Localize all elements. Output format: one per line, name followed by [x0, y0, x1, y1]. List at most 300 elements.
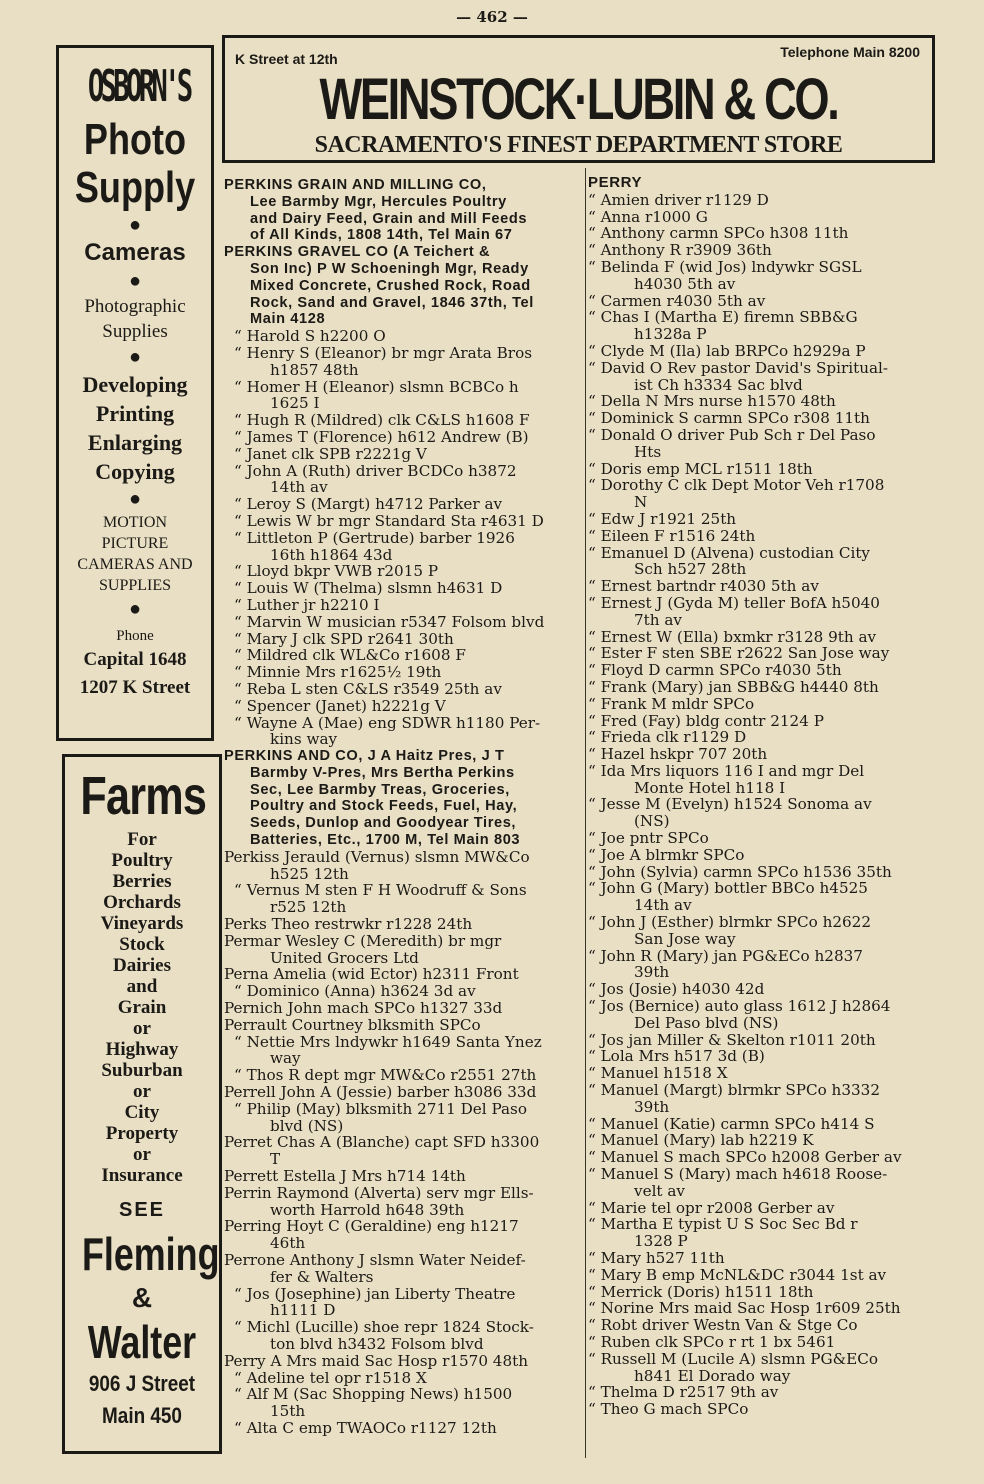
directory-entry	[588, 864, 953, 881]
entry-line: “ Nettie Mrs lndywkr h1649 Santa Ynez	[234, 1033, 542, 1051]
directory-entry	[588, 981, 953, 998]
directory-entry	[588, 746, 953, 763]
directory-entry	[224, 244, 585, 328]
entry-line: “ Anna r1000 G	[588, 208, 708, 226]
entry-line: blvd (NS)	[270, 1117, 344, 1135]
directory-entry	[224, 1168, 585, 1185]
directory-entry	[588, 410, 953, 427]
ad-farms-line: Vineyards	[100, 913, 184, 934]
directory-entry	[588, 528, 953, 545]
directory-entry	[224, 513, 585, 530]
entry-line: “ Michl (Lucille) shoe repr 1824 Stock-	[234, 1319, 534, 1336]
entry-line: “ Robt driver Westn Van & Stge Co	[588, 1317, 858, 1334]
directory-entry	[224, 1084, 585, 1101]
directory-entry	[588, 729, 953, 746]
ad-farms-line: Suburban	[101, 1060, 183, 1081]
directory-entry	[588, 679, 953, 696]
entry-line: “ Mary J clk SPD r2641 30th	[234, 630, 454, 648]
directory-entry	[588, 1032, 953, 1049]
ad-farms-line: Orchards	[103, 892, 181, 913]
entry-line: “ John A (Ruth) driver BCDCo h3872	[234, 462, 517, 480]
entry-line: Perry A Mrs maid Sac Hosp r1570 48th	[224, 1352, 529, 1370]
entry-line: PERKINS AND CO, J A Haitz Pres, J T	[224, 748, 505, 765]
ad-farms-line: or	[133, 1018, 151, 1039]
ad-header-tagline: SACRAMENTO'S FINEST DEPARTMENT STORE	[314, 132, 843, 158]
entry-line: “ Ida Mrs liquors 116 I and mgr Del	[588, 762, 865, 780]
ad-header-store-name: WEINSTOCK·LUBIN & CO.	[319, 67, 838, 132]
directory-entry	[224, 530, 585, 564]
bullet-icon: ●	[128, 346, 142, 368]
entry-line: way	[270, 1050, 301, 1068]
entry-line: “ Henry S (Eleanor) br mgr Arata Bros	[234, 344, 533, 362]
entry-line: “ Minnie Mrs r1625½ 19th	[234, 664, 442, 681]
directory-entry	[588, 796, 953, 830]
column-divider	[585, 168, 586, 1458]
entry-line: “ John J (Esther) blrmkr SPCo h2622	[588, 914, 872, 931]
entry-line: “ Lola Mrs h517 3d (B)	[588, 1048, 765, 1066]
directory-entry	[224, 1000, 585, 1017]
entry-line: of All Kinds, 1808 14th, Tel Main 67	[250, 227, 513, 244]
ad-header-telephone: Telephone Main 8200	[780, 44, 920, 60]
directory-entry	[588, 847, 953, 864]
directory-entry	[588, 309, 953, 343]
entry-line: Rock, Sand and Gravel, 1846 37th, Tel	[250, 294, 534, 311]
directory-entry	[588, 545, 953, 579]
entry-line: “ Dominico (Anna) h3624 3d av	[234, 983, 476, 1001]
ad-osborn-motion: MOTION	[103, 514, 167, 531]
entry-line: “ Thos R dept mgr MW&Co r2551 27th	[234, 1067, 537, 1085]
directory-entry	[588, 662, 953, 679]
entry-line: Perrin Raymond (Alverta) serv mgr Ells-	[224, 1184, 534, 1202]
entry-line: Hts	[634, 443, 662, 461]
directory-entry	[588, 1334, 953, 1351]
entry-line: “ Manuel S mach SPCo h2008 Gerber av	[588, 1149, 902, 1167]
directory-entry	[588, 477, 953, 511]
entry-line: “ Hazel hskpr 707 20th	[588, 746, 768, 763]
entry-line: “ Dominick S carmn SPCo r308 11th	[588, 410, 870, 427]
entry-line: velt av	[634, 1182, 685, 1200]
directory-entry	[588, 1317, 953, 1334]
directory-entry	[588, 343, 953, 360]
entry-line: “ Manuel (Mary) lab h2219 K	[588, 1132, 814, 1150]
ad-farms-lines	[65, 829, 219, 1186]
entry-line: r525 12th	[270, 899, 347, 917]
ad-osborn-phone: Capital 1648	[83, 649, 187, 670]
entry-line: “ Wayne A (Mae) eng SDWR h1180 Per-	[234, 714, 541, 732]
entry-line: T	[270, 1151, 281, 1169]
entry-line: Perring Hoyt C (Geraldine) eng h1217	[224, 1218, 519, 1236]
directory-entry	[588, 914, 953, 948]
entry-line: “ Manuel (Katie) carmn SPCo h414 S	[588, 1115, 875, 1133]
entry-line: ist Ch h3334 Sac blvd	[634, 376, 803, 394]
entry-line: “ Joe pntr SPCo	[588, 830, 709, 847]
entry-line: “ Alta C emp TWAOCo r1127 12th	[234, 1419, 497, 1437]
entry-line: N	[634, 494, 648, 511]
directory-entry	[588, 393, 953, 410]
directory-entry	[588, 360, 953, 394]
entry-line: “ Emanuel D (Alvena) custodian City	[588, 544, 871, 562]
entry-line: Perrault Courtney blksmith SPCo	[224, 1016, 481, 1034]
ad-osborn-copying: Copying	[95, 459, 175, 484]
directory-entry	[224, 1101, 585, 1135]
entry-line: “ James T (Florence) h612 Andrew (B)	[234, 428, 529, 446]
directory-entry	[224, 614, 585, 631]
entry-line: “ Anthony R r3909 36th	[588, 242, 772, 259]
entry-line: “ Ernest J (Gyda M) teller BofA h5040	[588, 594, 880, 612]
directory-entry	[588, 1401, 953, 1418]
entry-line: “ Mildred clk WL&Co r1608 F	[234, 647, 466, 665]
directory-entry	[224, 849, 585, 883]
directory-entry	[588, 259, 953, 293]
directory-entry	[224, 1185, 585, 1219]
entry-line: “ Donald O driver Pub Sch r Del Paso	[588, 426, 876, 444]
entry-line: “ Eileen F r1516 24th	[588, 527, 756, 545]
ad-farms-line: or	[133, 1144, 151, 1165]
entry-line: (NS)	[634, 813, 670, 831]
entry-line: “ Della N Mrs nurse h1570 48th	[588, 393, 836, 411]
entry-line: 39th	[634, 964, 670, 982]
entry-line: “ Anthony carmn SPCo h308 11th	[588, 225, 849, 243]
entry-line: Batteries, Etc., 1700 M, Tel Main 803	[250, 832, 521, 849]
directory-entry	[224, 1017, 585, 1034]
ad-osborn-address: 1207 K Street	[79, 677, 191, 698]
entry-line: “ Manuel h1518 X	[588, 1065, 728, 1083]
entry-line: “ John R (Mary) jan PG&ECo h2837	[588, 947, 863, 965]
directory-entry	[588, 209, 953, 226]
directory-entry	[588, 225, 953, 242]
ad-farms-phone: Main 450	[102, 1403, 182, 1428]
entry-line: Del Paso blvd (NS)	[634, 1014, 779, 1032]
entry-line: Sec, Lee Barmby Treas, Groceries,	[250, 781, 510, 798]
directory-entry	[588, 948, 953, 982]
entry-line: “ David O Rev pastor David's Spiritual-	[588, 359, 889, 377]
entry-line: “ John G (Mary) bottler BBCo h4525	[588, 880, 868, 898]
directory-entry	[588, 1284, 953, 1301]
directory-entry	[588, 1216, 953, 1250]
entry-line: “ Ruben clk SPCo r rt 1 bx 5461	[588, 1333, 836, 1351]
entry-line: “ Carmen r4030 5th av	[588, 292, 766, 310]
entry-line: “ Littleton P (Gertrude) barber 1926	[234, 529, 515, 547]
bullet-icon: ●	[128, 270, 142, 292]
directory-entry	[588, 1250, 953, 1267]
entry-line: Perrone Anthony J slsmn Water Neidef-	[224, 1252, 526, 1269]
ad-osborn-photo: Photo	[83, 115, 187, 164]
directory-entry	[588, 1149, 953, 1166]
directory-column-left	[224, 177, 585, 1437]
directory-entry	[224, 563, 585, 580]
directory-entry	[588, 242, 953, 259]
directory-entry	[588, 1351, 953, 1385]
directory-entry	[588, 880, 953, 914]
entry-line: 1328 P	[634, 1233, 688, 1250]
ad-osborn-picture: PICTURE	[101, 535, 169, 552]
entry-line: “ Clyde M (Ila) lab BRPCo h2929a P	[588, 342, 866, 360]
entry-line: “ Jos (Josephine) jan Liberty Theatre	[234, 1285, 516, 1303]
ad-farms-line: Berries	[112, 871, 172, 892]
directory-entry	[224, 1134, 585, 1168]
entry-line: Perks Theo restrwkr r1228 24th	[224, 916, 473, 933]
directory-entry	[224, 664, 585, 681]
entry-line: “ Norine Mrs maid Sac Hosp 1r609 25th	[588, 1300, 901, 1318]
directory-entry	[588, 763, 953, 797]
directory-entry	[224, 446, 585, 463]
directory-entry	[588, 427, 953, 461]
directory-entry	[224, 1386, 585, 1420]
entry-line: Pernich John mach SPCo h1327 33d	[224, 1000, 503, 1017]
directory-entry	[224, 1319, 585, 1353]
ad-farms-line: Highway	[105, 1039, 179, 1060]
ad-farms-line: Dairies	[112, 955, 172, 976]
directory-entry	[224, 177, 585, 244]
directory-entry	[588, 1048, 953, 1065]
entry-line: Main 4128	[250, 311, 326, 328]
directory-entry	[588, 713, 953, 730]
entry-line: PERKINS GRAVEL CO (A Teichert &	[224, 244, 491, 261]
ad-osborn-phone-label: Phone	[116, 628, 154, 644]
directory-entry	[588, 578, 953, 595]
farms-ad	[62, 754, 222, 1454]
ad-osborn-cameras: Cameras	[84, 239, 186, 266]
entry-line: “ Doris emp MCL r1511 18th	[588, 460, 813, 478]
ad-farms-walter: Walter	[87, 1316, 197, 1368]
directory-entry	[224, 1286, 585, 1320]
entry-line: “ Leroy S (Margt) h4712 Parker av	[234, 496, 503, 513]
bullet-icon: ●	[128, 598, 142, 620]
entry-line: worth Harrold h648 39th	[270, 1201, 465, 1219]
entry-line: “ Lloyd bkpr VWB r2015 P	[234, 563, 439, 581]
entry-line: San Jose way	[634, 930, 736, 948]
entry-line: 1625 I	[270, 395, 320, 413]
directory-entry	[588, 629, 953, 646]
entry-line: “ Reba L sten C&LS r3549 25th av	[234, 680, 502, 698]
entry-line: “ Martha E typist U S Soc Sec Bd r	[588, 1216, 858, 1234]
ad-farms-line: City	[124, 1102, 160, 1123]
entry-line: “ Theo G mach SPCo	[588, 1401, 749, 1418]
entry-line: fer & Walters	[270, 1268, 374, 1286]
entry-line: PERKINS GRAIN AND MILLING CO,	[224, 177, 487, 193]
entry-line: Mixed Concrete, Crushed Rock, Road	[250, 277, 531, 294]
ad-farms-line: Property	[105, 1123, 179, 1144]
entry-line: Perrell John A (Jessie) barber h3086 33d	[224, 1084, 537, 1101]
entry-line: h4030 5th av	[634, 275, 736, 293]
entry-line: Son Inc) P W Schoeningh Mgr, Ready	[250, 260, 529, 277]
entry-line: Seeds, Dunlop and Goodyear Tires,	[250, 815, 517, 832]
entry-line: United Grocers Ltd	[270, 949, 419, 967]
entry-line: “ Jos (Josie) h4030 42d	[588, 981, 765, 999]
ad-farms-fleming: Fleming	[81, 1228, 220, 1280]
entry-line: 46th	[270, 1235, 306, 1252]
directory-entry	[224, 345, 585, 379]
directory-entry	[224, 379, 585, 413]
directory-column-right	[588, 175, 953, 1418]
osborns-photo-ad	[56, 45, 214, 741]
entry-line: “ Alf M (Sac Shopping News) h1500	[234, 1386, 513, 1404]
directory-entry	[224, 1218, 585, 1252]
ad-farms-line: and	[126, 976, 158, 997]
page-number: — 462 —	[456, 8, 528, 26]
entry-line: “ Dorothy C clk Dept Motor Veh r1708	[588, 477, 885, 495]
directory-entry	[224, 1353, 585, 1370]
entry-line: 14th av	[634, 897, 692, 915]
entry-line: “ Janet clk SPB r2221g V	[234, 445, 427, 463]
entry-line: Barmby V-Pres, Mrs Bertha Perkins	[250, 764, 515, 781]
entry-line: “ Joe A blrmkr SPCo	[588, 846, 745, 864]
directory-entry	[588, 1200, 953, 1217]
directory-entry	[588, 830, 953, 847]
entry-line: Monte Hotel h118 I	[634, 779, 786, 797]
directory-entry	[588, 1065, 953, 1082]
directory-entry	[588, 1116, 953, 1133]
entry-line: Perrett Estella J Mrs h714 14th	[224, 1168, 466, 1185]
ad-osborn-supply: Supply	[74, 163, 196, 212]
entry-line: 15th	[270, 1403, 306, 1420]
entry-line: “ Belinda F (wid Jos) lndywkr SGSL	[588, 258, 862, 276]
entry-line: Permar Wesley C (Meredith) br mgr	[224, 932, 502, 950]
entry-line: Perna Amelia (wid Ector) h2311 Front	[224, 966, 519, 984]
entry-line: Sch h527 28th	[634, 561, 747, 579]
ad-osborn-cameras-and: CAMERAS AND	[77, 556, 193, 573]
directory-entry	[224, 882, 585, 916]
entry-line: h1111 D	[270, 1302, 336, 1320]
entry-line: h525 12th	[270, 865, 349, 883]
directory-entry	[224, 933, 585, 967]
ad-osborn-printing: Printing	[95, 401, 175, 426]
ad-osborn-name: OSBORN'S	[87, 61, 190, 112]
entry-line: “ Philip (May) blksmith 2711 Del Paso	[234, 1100, 527, 1118]
entry-line: 7th av	[634, 611, 683, 629]
entry-line: “ Edw J r1921 25th	[588, 510, 737, 528]
directory-entry	[224, 681, 585, 698]
bullet-icon: ●	[128, 214, 142, 236]
directory-entry	[224, 715, 585, 749]
entry-line: “ Lewis W br mgr Standard Sta r4631 D	[234, 512, 544, 530]
ad-farms-line: Insurance	[101, 1165, 183, 1186]
entry-line: “ Jos jan Miller & Skelton r1011 20th	[588, 1031, 876, 1049]
entry-line: h1857 48th	[270, 361, 359, 379]
entry-line: “ Frank M mldr SPCo	[588, 695, 755, 713]
directory-entry	[224, 412, 585, 429]
directory-entry	[588, 511, 953, 528]
entry-line: “ Amien driver r1129 D	[588, 191, 769, 209]
entry-line: “ Mary h527 11th	[588, 1250, 725, 1267]
directory-entry	[588, 461, 953, 478]
directory-entry	[224, 597, 585, 614]
ad-farms-line: Poultry	[111, 850, 173, 871]
entry-line: “ Ernest bartndr r4030 5th av	[588, 578, 819, 595]
entry-line: Poultry and Stock Feeds, Fuel, Hay,	[250, 798, 518, 815]
directory-entry	[224, 916, 585, 933]
entry-line: 14th av	[270, 479, 328, 497]
directory-entry	[588, 1267, 953, 1284]
directory-entry	[224, 1370, 585, 1387]
directory-entry	[224, 1034, 585, 1068]
entry-line: Lee Barmby Mgr, Hercules Poultry	[250, 193, 507, 210]
ad-osborn-supplies2: SUPPLIES	[98, 577, 172, 594]
entry-line: “ Louis W (Thelma) slsmn h4631 D	[234, 580, 503, 597]
entry-line: 16th h1864 43d	[270, 546, 393, 564]
directory-entry	[588, 293, 953, 310]
entry-line: “ Luther jr h2210 I	[234, 596, 380, 614]
directory-entry	[224, 496, 585, 513]
surname-heading: PERRY	[588, 174, 643, 191]
directory-entry	[588, 998, 953, 1032]
directory-entry	[588, 645, 953, 662]
ad-farms-line: Grain	[117, 997, 167, 1018]
entry-line: “ Ernest W (Ella) bxmkr r3128 9th av	[588, 628, 877, 646]
entry-line: “ Manuel (Margt) blrmkr SPCo h3332	[588, 1082, 880, 1099]
entry-line: “ Frank (Mary) jan SBB&G h4440 8th	[588, 678, 879, 696]
entry-line: “ Floyd D carmn SPCo r4030 5th	[588, 662, 842, 679]
ad-osborn-enlarging: Enlarging	[87, 430, 183, 455]
weinstock-lubin-ad	[222, 35, 935, 163]
entry-line: “ Adeline tel opr r1518 X	[234, 1369, 427, 1387]
entry-line: “ Hugh R (Mildred) clk C&LS h1608 F	[234, 412, 530, 429]
entry-line: “ Homer H (Eleanor) slsmn BCBCo h	[234, 378, 519, 396]
ad-osborn-developing: Developing	[82, 372, 188, 397]
directory-entry	[588, 1300, 953, 1317]
directory-entry	[588, 1166, 953, 1200]
directory-entry	[588, 1132, 953, 1149]
directory-entry	[224, 580, 585, 597]
entry-line: “ Marie tel opr r2008 Gerber av	[588, 1199, 835, 1217]
entry-line: “ John (Sylvia) carmn SPCo h1536 35th	[588, 863, 892, 881]
directory-entry	[224, 966, 585, 983]
ad-farms-see: SEE	[118, 1199, 166, 1221]
entry-line: “ Jos (Bernice) auto glass 1612 J h2864	[588, 998, 891, 1015]
directory-entry	[224, 1252, 585, 1286]
ad-farms-line: Stock	[119, 934, 165, 955]
entry-line: “ Manuel S (Mary) mach h4618 Roose-	[588, 1166, 888, 1183]
directory-entry	[588, 696, 953, 713]
directory-entry	[224, 748, 585, 849]
directory-entry	[588, 192, 953, 209]
directory-entry	[224, 698, 585, 715]
entry-line: “ Spencer (Janet) h2221g V	[234, 697, 446, 715]
directory-entry	[224, 647, 585, 664]
entry-line: h1328a P	[634, 326, 707, 343]
directory-entry	[224, 983, 585, 1000]
entry-line: “ Ester F sten SBE r2622 San Jose way	[588, 645, 890, 663]
entry-line: “ Merrick (Doris) h1511 18th	[588, 1283, 814, 1301]
ad-farms-line: For	[127, 829, 157, 850]
ad-farms-address: 906 J Street	[88, 1371, 196, 1396]
directory-entry	[224, 1067, 585, 1084]
ad-farms-amp: &	[131, 1282, 153, 1313]
ad-header-address: K Street at 12th	[235, 51, 338, 67]
entry-line: “ Frieda clk r1129 D	[588, 729, 747, 747]
entry-line: “ Vernus M sten F H Woodruff & Sons	[234, 882, 527, 900]
entry-line: 39th	[634, 1098, 670, 1116]
ad-osborn-photographic: Photographic	[84, 296, 186, 317]
entry-line: “ Mary B emp McNL&DC r3044 1st av	[588, 1266, 887, 1284]
ad-osborn-supplies: Supplies	[102, 321, 168, 342]
bullet-icon: ●	[128, 488, 142, 510]
ad-farms-title: Farms	[80, 766, 207, 826]
entry-line: Perret Chas A (Blanche) capt SFD h3300	[224, 1134, 540, 1152]
directory-entry	[588, 595, 953, 629]
entry-line: “ Marvin W musician r5347 Folsom blvd	[234, 613, 545, 631]
entry-line: “ Chas I (Martha E) firemn SBB&G	[588, 309, 858, 327]
entry-line: “ Russell M (Lucile A) slsmn PG&ECo	[588, 1350, 879, 1368]
directory-entry	[224, 1420, 585, 1437]
entry-line: Perkiss Jerauld (Vernus) slsmn MW&Co	[224, 848, 530, 866]
entry-line: kins way	[270, 731, 338, 749]
entry-line: “ Thelma D r2517 9th av	[588, 1384, 779, 1402]
ad-farms-line: or	[133, 1081, 151, 1102]
directory-entry	[224, 429, 585, 446]
directory-entry	[588, 1384, 953, 1401]
directory-entry	[224, 328, 585, 345]
